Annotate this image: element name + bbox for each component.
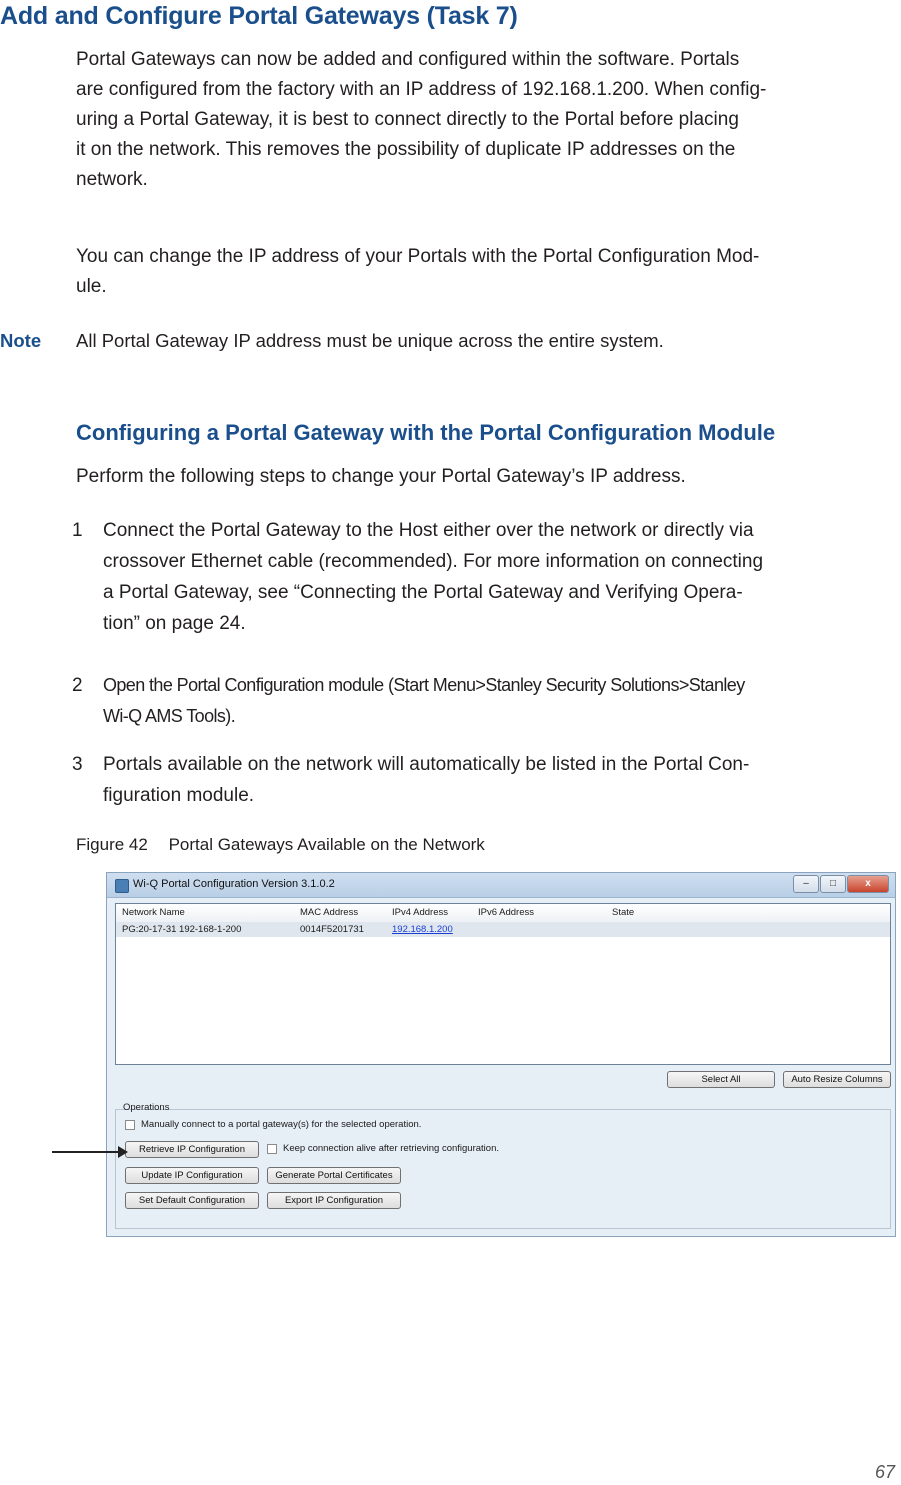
step-text <box>103 515 898 639</box>
maximize-icon[interactable]: □ <box>820 875 846 893</box>
step-text <box>103 670 898 732</box>
manual-connect-checkbox[interactable] <box>125 1120 135 1130</box>
step-number: 3 <box>72 754 83 775</box>
generate-portal-certificates-button[interactable]: Generate Portal Certificates <box>267 1167 401 1184</box>
keep-alive-checkbox[interactable] <box>267 1144 277 1154</box>
app-icon <box>115 879 129 893</box>
cell-network-name: PG:20-17-31 192-168-1-200 <box>122 924 242 935</box>
figure-title: Portal Gateways Available on the Network <box>168 835 485 854</box>
callout-arrow-icon <box>118 1146 128 1158</box>
keep-alive-option[interactable] <box>267 1143 499 1154</box>
page-number: 67 <box>874 1462 895 1482</box>
step-line: Open the Portal Configuration module (Start Menu>Stanley Security Solutions>Stanley <box>103 675 745 695</box>
retrieve-ip-configuration-button[interactable]: Retrieve IP Configuration <box>125 1141 259 1158</box>
steps-intro: Perform the following steps to change your Portal Gateway’s IP address. <box>76 466 686 487</box>
column-network-name[interactable]: Network Name <box>122 907 185 918</box>
column-ipv4-address[interactable]: IPv4 Address <box>392 907 448 918</box>
keep-alive-label: Keep connection alive after retrieving configuration. <box>283 1143 499 1154</box>
cell-mac-address: 0014F5201731 <box>300 924 364 935</box>
operations-label: Operations <box>123 1102 170 1113</box>
step-line: tion” on page 24. <box>103 613 246 634</box>
step-line: Portals available on the network will automatically be listed in the Portal Con- <box>103 754 750 775</box>
step-line: figuration module. <box>103 785 255 806</box>
note-text: All Portal Gateway IP address must be unique across the entire system. <box>76 330 664 351</box>
table-row[interactable] <box>116 922 890 937</box>
step-line: Connect the Portal Gateway to the Host either over the network or directly via <box>103 520 754 541</box>
step-line: crossover Ethernet cable (recommended). For more information on connecting <box>103 551 764 572</box>
intro-line: Portal Gateways can now be added and configured within the software. Portals <box>76 49 740 70</box>
figure-label: Figure 42 <box>76 835 148 854</box>
set-default-configuration-button[interactable]: Set Default Configuration <box>125 1192 259 1209</box>
column-mac-address[interactable]: MAC Address <box>300 907 359 918</box>
minimize-icon[interactable]: – <box>793 875 819 893</box>
cell-ipv4-link[interactable]: 192.168.1.200 <box>392 924 453 935</box>
close-icon[interactable]: x <box>847 875 889 893</box>
portal-config-window <box>106 872 896 1237</box>
manual-connect-label: Manually connect to a portal gateway(s) for the selected operation. <box>141 1119 422 1130</box>
manual-connect-option[interactable] <box>125 1119 421 1130</box>
window-title: Wi-Q Portal Configuration Version 3.1.0.2 <box>133 878 335 890</box>
change-ip-paragraph <box>76 242 896 302</box>
figure-caption <box>76 835 485 855</box>
step-line: a Portal Gateway, see “Connecting the Portal Gateway and Verifying Opera- <box>103 582 743 603</box>
update-ip-configuration-button[interactable]: Update IP Configuration <box>125 1167 259 1184</box>
section-heading: Configuring a Portal Gateway with the Portal Configuration Module <box>76 420 776 445</box>
intro-line: it on the network. This removes the possibility of duplicate IP addresses on the <box>76 139 736 160</box>
intro-line: uring a Portal Gateway, it is best to connect directly to the Portal before placing <box>76 109 739 130</box>
intro-line: are configured from the factory with an IP address of 192.168.1.200. When config- <box>76 79 767 100</box>
page-title: Add and Configure Portal Gateways (Task 7) <box>0 2 518 30</box>
window-titlebar <box>107 873 895 898</box>
column-state[interactable]: State <box>612 907 635 918</box>
export-ip-configuration-button[interactable]: Export IP Configuration <box>267 1192 401 1209</box>
window-controls <box>792 875 889 893</box>
note-label: Note <box>0 330 42 351</box>
column-ipv6-address[interactable]: IPv6 Address <box>478 907 534 918</box>
step-line: Wi-Q AMS Tools). <box>103 706 236 726</box>
portal-list[interactable] <box>115 903 891 1065</box>
intro-line: network. <box>76 169 148 190</box>
change-line: You can change the IP address of your Portals with the Portal Configuration Mod- <box>76 246 760 267</box>
change-line: ule. <box>76 276 107 297</box>
auto-resize-columns-button[interactable]: Auto Resize Columns <box>783 1071 891 1088</box>
list-header <box>116 904 890 923</box>
step-text <box>103 749 898 811</box>
step-number: 1 <box>72 520 83 541</box>
select-all-button[interactable]: Select All <box>667 1071 775 1088</box>
intro-paragraph <box>76 45 896 195</box>
callout-arrow-line <box>52 1151 124 1153</box>
step-number: 2 <box>72 675 83 696</box>
